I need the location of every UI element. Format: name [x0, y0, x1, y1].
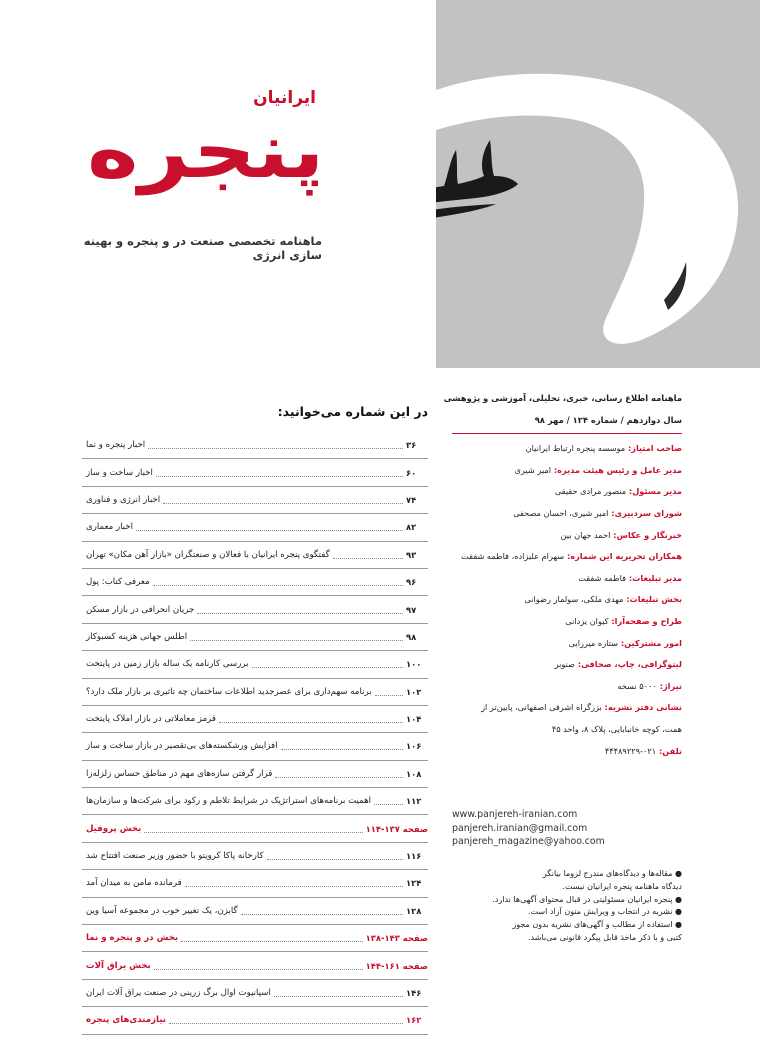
- masthead-credit-line: [452, 503, 682, 525]
- toc-row: [82, 761, 428, 788]
- toc-row: [82, 514, 428, 541]
- credit-value: ۰۲۱-۴۴۴۸۹۲۲۹: [604, 745, 657, 756]
- credit-value: بزرگراه اشرفی اصفهانی، پایین‌تر از: [481, 702, 602, 713]
- credit-label: تیراژ:: [656, 680, 682, 691]
- header-gray-panel: [436, 0, 760, 368]
- masthead-credit-line: [452, 460, 682, 482]
- credit-value: ستاره میرزایی: [568, 637, 618, 648]
- toc-leader-dots: [267, 852, 403, 860]
- magazine-tagline: ماهنامه تخصصی صنعت در و پنجره و بهینه سازی انرژی: [83, 234, 322, 262]
- contact-info: [452, 808, 682, 849]
- credit-value: موسسه پنجره ارتباط ایرانیان: [525, 443, 626, 454]
- toc-entry-title: معرفی کتاب: پول: [86, 577, 150, 588]
- toc-entry-title: نیازمندی‌های پنجره: [86, 1015, 166, 1026]
- toc-entry-title: اهمیت برنامه‌های استراتژیک در شرایط تلاطم و رکود برای شرکت‌ها و سازمان‌ها: [86, 796, 371, 807]
- toc-entry-page: ۱۰۸: [406, 768, 422, 779]
- toc-entry-title: بررسی کارنامه یک ساله بازار زمین در پایتخت: [86, 659, 249, 670]
- website-link[interactable]: www.panjereh-iranian.com: [452, 809, 578, 820]
- credit-label: شورای سردبیری:: [608, 507, 682, 518]
- magazine-logo: [66, 88, 324, 208]
- credit-value: امیر شیری: [514, 464, 551, 475]
- editorial-note-line: دیدگاه ماهنامه پنجره ایرانیان نیست.: [562, 881, 682, 891]
- toc-row: [82, 843, 428, 870]
- toc-leader-dots: [275, 770, 403, 778]
- credit-label: بخش تبلیغات:: [623, 594, 682, 605]
- toc-leader-dots: [185, 879, 403, 887]
- toc-entry-page: ۱۲۸: [406, 905, 422, 916]
- masthead-issue: سال دوازدهم / شماره ۱۲۴ / مهر ۹۸: [534, 414, 682, 425]
- toc-entry-page: ۱۶۲: [406, 1015, 422, 1026]
- toc-entry-title: اخبار معماری: [86, 522, 134, 533]
- toc-leader-dots: [219, 715, 403, 723]
- toc-leader-dots: [252, 660, 403, 668]
- credit-value: فاطمه شفقت: [578, 572, 627, 583]
- editorial-note-line: ● مقاله‌ها و دیدگاه‌های مندرج لزوما بیانگر: [542, 869, 682, 878]
- editorial-note-line: ● پنجره ایرانیان مسئولیتی در قبال محتوای آگهی‌ها ندارد.: [492, 894, 682, 904]
- logo-wordmark: پنجره: [86, 106, 324, 195]
- toc-entry-page: ۱۱۶: [406, 851, 422, 862]
- credit-value: منصور مرادی حقیقی: [554, 486, 627, 497]
- toc-entry-title: اخبار پنجره و نما: [86, 440, 146, 451]
- credit-label: نشانی دفتر نشریه:: [601, 702, 682, 713]
- toc-row: [82, 980, 428, 1007]
- toc-entry-title: فرمانده مامن به میدان آمد: [86, 878, 182, 889]
- toc-row: [82, 788, 428, 815]
- toc-leader-dots: [148, 441, 403, 449]
- editorial-note-line: کتبی و با ذکر ماخذ قابل پیگرد قانونی می‌باشد.: [528, 932, 682, 942]
- toc-entry-title: اطلس جهانی هزینه کسبوکار: [86, 631, 188, 642]
- credit-value: همت، کوچه خانبابایی، پلاک ۸، واحد ۴۵: [551, 723, 682, 734]
- toc-row: [82, 898, 428, 925]
- masthead-divider: [452, 433, 682, 434]
- masthead-credits: [452, 438, 682, 762]
- editorial-notes: [452, 868, 682, 945]
- toc-row: [82, 733, 428, 760]
- credit-value: کیوان یزدانی: [565, 615, 609, 626]
- toc-entry-page: ۸۲: [406, 522, 417, 533]
- toc-entry-page: ۱۱۲: [406, 796, 422, 807]
- toc-leader-dots: [156, 469, 403, 477]
- toc-entry-title: گفتگوی پنجره ایرانیان با فعالان و صنعتگران «بازار آهن مکان» تهران: [86, 549, 330, 560]
- credit-label: خبرنگار و عکاس:: [610, 529, 682, 540]
- toc-entry-title: بخش یراق آلات: [86, 960, 151, 971]
- toc-entry-page: ۶۰: [406, 467, 417, 478]
- credit-label: طراح و صفحه‌آرا:: [608, 615, 682, 626]
- toc-row: [82, 1007, 428, 1034]
- toc-entry-page: ۱۰۰: [406, 659, 422, 670]
- masthead-credit-line: [452, 546, 682, 568]
- toc-entry-title: قرار گرفتن سازه‌های مهم در مناطق حساس زلزله‌زا: [86, 768, 273, 779]
- credit-label: لیتوگرافی، چاپ، صحافی:: [575, 659, 682, 670]
- masthead-credit-line: [452, 589, 682, 611]
- table-of-contents: [82, 432, 428, 1035]
- credit-label: مدیر تبلیغات:: [626, 572, 682, 583]
- toc-leader-dots: [333, 551, 403, 559]
- toc-row: [82, 542, 428, 569]
- masthead-credit-line: [452, 676, 682, 698]
- toc-entry-title: افزایش ورشکسته‌های بی‌تقصیر در بازار ساخت و ساز: [86, 741, 278, 752]
- toc-leader-dots: [169, 1016, 403, 1024]
- credit-value: سهرام علیزاده، فاطمه شفقت: [461, 551, 565, 562]
- toc-entry-page: ۹۷: [406, 604, 417, 615]
- credit-value: امیر شیری، احسان مصحفی: [513, 507, 609, 518]
- toc-entry-page: ۹۸: [406, 631, 417, 642]
- toc-entry-page: ۱۰۲: [406, 686, 422, 697]
- credit-value: مهدی ملکی، سولماز رضوانی: [524, 594, 624, 605]
- toc-row: [82, 706, 428, 733]
- toc-entry-title: برنامه سهم‌داری برای عصرجدید اطلاعات ساختمان چه تاثیری بر بازار ملک دارد؟: [86, 686, 372, 697]
- masthead-credit-line: [452, 633, 682, 655]
- masthead-credit-line: [452, 438, 682, 460]
- toc-entry-page: صفحه ۱۴۳-۱۳۸: [365, 933, 428, 944]
- toc-entry-page: ۳۶: [406, 440, 417, 451]
- credit-label: صاحب امتیاز:: [625, 443, 682, 454]
- email-link[interactable]: panjereh.iranian@gmail.com: [452, 822, 588, 834]
- toc-entry-title: اخبار ساخت و ساز: [86, 467, 153, 478]
- credit-label: تلفن:: [656, 745, 682, 756]
- toc-leader-dots: [274, 989, 403, 997]
- toc-entry-page: ۷۴: [406, 494, 417, 505]
- toc-leader-dots: [281, 742, 403, 750]
- toc-entry-title: گابزن، یک تغییر خوب در مجموعه آسیا وین: [86, 905, 238, 916]
- toc-entry-title: بخش پروفیل: [86, 823, 142, 834]
- toc-entry-page: ۹۶: [406, 577, 417, 588]
- credit-value: احمد جهان بین: [560, 529, 611, 540]
- toc-leader-dots: [154, 962, 363, 970]
- credit-value: ۵۰۰۰ نسخه: [617, 680, 657, 691]
- toc-leader-dots: [375, 688, 403, 696]
- toc-row: [82, 679, 428, 706]
- toc-row: [82, 870, 428, 897]
- toc-row: [82, 815, 428, 842]
- toc-row: [82, 459, 428, 486]
- toc-leader-dots: [181, 934, 363, 942]
- credit-value: صنوبر: [554, 659, 576, 670]
- toc-leader-dots: [197, 606, 403, 614]
- toc-leader-dots: [374, 797, 403, 805]
- toc-row: [82, 487, 428, 514]
- masthead-heading: ماهنامه اطلاع رسانی، خبری، تحلیلی، آموزشی و پژوهشی: [443, 393, 682, 403]
- toc-entry-page: صفحه ۱۶۱-۱۴۴: [365, 960, 428, 971]
- toc-entry-title: کارخانه پاکا کرویتو با حضور وزیر صنعت افتتاح شد: [86, 851, 264, 862]
- credit-label: امور مشترکین:: [617, 637, 682, 648]
- toc-entry-title: قرمز معاملاتی در بازار املاک پایتخت: [86, 714, 216, 725]
- credit-label: مدیر عامل و رئیس هیئت مدیره:: [550, 464, 682, 475]
- credit-label: همکاران تحریریه این شماره:: [564, 551, 682, 562]
- toc-row: [82, 569, 428, 596]
- toc-row: [82, 952, 428, 979]
- toc-row: [82, 651, 428, 678]
- calligraphy-basmala: [436, 140, 518, 222]
- toc-row: [82, 925, 428, 952]
- toc-entry-page: ۱۰۴: [406, 714, 422, 725]
- toc-entry-title: بخش در و پنجره و نما: [86, 933, 179, 944]
- toc-entry-page: ۱۰۶: [406, 741, 422, 752]
- masthead-credit-line: [452, 568, 682, 590]
- toc-row: [82, 624, 428, 651]
- toc-leader-dots: [153, 578, 403, 586]
- masthead-credit-line: [452, 611, 682, 633]
- toc-entry-page: صفحه ۱۳۷-۱۱۴: [365, 823, 428, 834]
- editorial-note-line: ● استفاده از مطالب و آگهی‌های نشریه بدون مجوز: [512, 920, 682, 930]
- brush-stroke-graphic: [436, 0, 760, 368]
- toc-entry-page: ۹۳: [406, 549, 417, 560]
- toc-entry-title: جریان انحرافی در بازار مسکن: [86, 604, 195, 615]
- toc-entry-title: اسپانیوت اوال برگ زرینی در صنعت یراق آلات ایران: [86, 988, 271, 998]
- toc-entry-page: ۱۲۴: [406, 878, 422, 889]
- toc-leader-dots: [136, 523, 403, 531]
- toc-leader-dots: [163, 496, 403, 504]
- toc-entry-title: اخبار انرژی و فناوری: [86, 494, 161, 505]
- masthead-credit-line: [452, 697, 682, 719]
- toc-row: [82, 432, 428, 459]
- masthead-credit-line: [452, 719, 682, 741]
- masthead-credit-line: [452, 481, 682, 503]
- masthead: [443, 388, 682, 762]
- email-link[interactable]: panjereh_magazine@yahoo.com: [452, 836, 605, 848]
- editorial-note-line: ● نشریه در انتخاب و ویرایش متون آزاد است.: [528, 907, 682, 917]
- toc-row: [82, 596, 428, 623]
- logo-subtitle: ایرانیان: [253, 88, 316, 108]
- toc-leader-dots: [144, 825, 362, 833]
- toc-leader-dots: [190, 633, 403, 641]
- masthead-credit-line: [452, 654, 682, 676]
- credit-label: مدیر مسئول:: [626, 486, 682, 497]
- toc-leader-dots: [241, 907, 403, 915]
- masthead-credit-line: [452, 741, 682, 763]
- toc-title: در این شماره می‌خوانید:: [277, 404, 428, 419]
- masthead-credit-line: [452, 525, 682, 547]
- toc-entry-page: ۱۴۶: [406, 988, 422, 998]
